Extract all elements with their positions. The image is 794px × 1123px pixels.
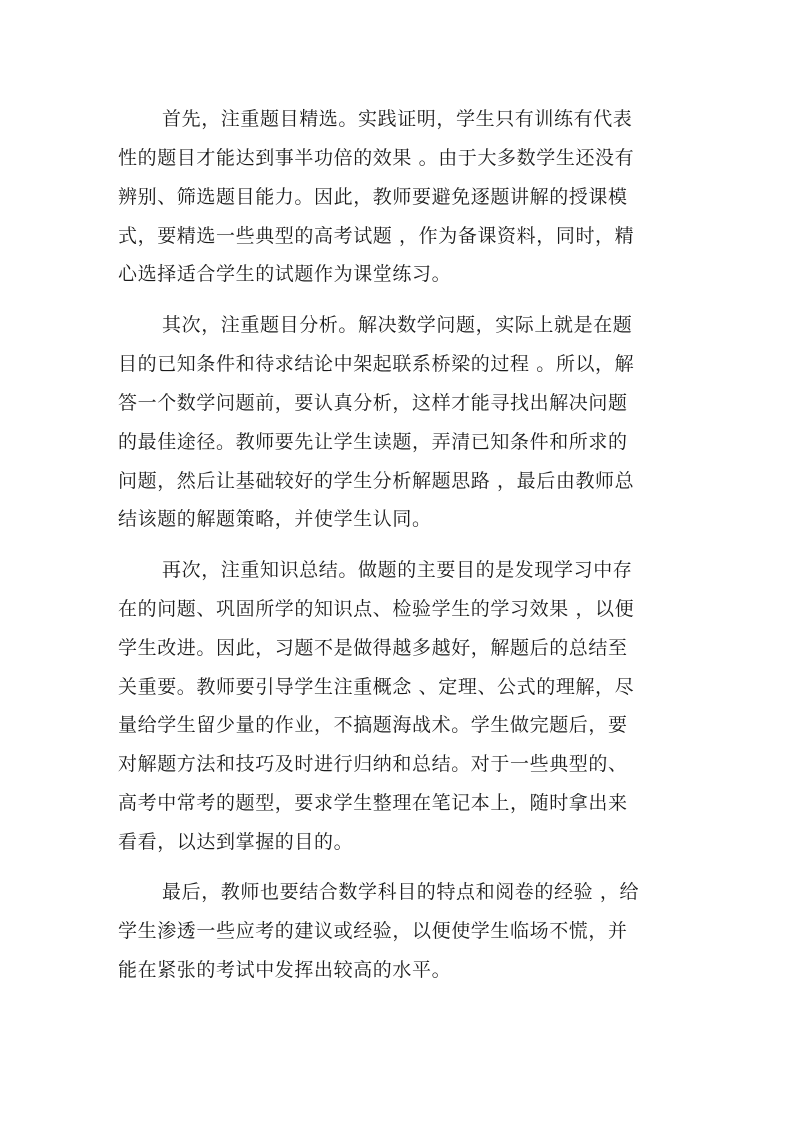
- text-line: 学生渗透一些应考的建议或经验，以便使学生临场不慌，并: [118, 920, 628, 942]
- text-line: 性的题目才能达到事半功倍的效果 。由于大多数学生还没有: [118, 147, 635, 169]
- text-line: 目的已知条件和待求结论中架起联系桥梁的过程 。所以，解: [118, 353, 635, 375]
- text-line: 结该题的解题策略，并使学生认同。: [118, 508, 432, 530]
- text-line: 的最佳途径。教师要先让学生读题，弄清已知条件和所求的: [118, 431, 628, 453]
- text-line: 看看，以达到掌握的目的。: [118, 831, 354, 853]
- text-line: 最后，教师也要结合数学科目的特点和阅卷的经验 ，给: [162, 881, 640, 903]
- text-line: 问题，然后让基础较好的学生分析解题思路 ，最后由教师总: [118, 470, 635, 492]
- text-line: 能在紧张的考试中发挥出较高的水平。: [118, 959, 452, 981]
- text-line: 首先，注重题目精选。实践证明，学生只有训练有代表: [162, 108, 633, 130]
- text-line: 量给学生留少量的作业，不搞题海战术。学生做完题后，要: [118, 714, 628, 736]
- text-line: 其次，注重题目分析。解决数学问题，实际上就是在题: [162, 314, 633, 336]
- text-line: 关重要。教师要引导学生注重概念 、定理、公式的理解，尽: [118, 676, 635, 698]
- text-line: 在的问题、巩固所学的知识点、检验学生的学习效果 ，以便: [118, 598, 635, 620]
- text-line: 式，要精选一些典型的高考试题 ，作为备课资料，同时，精: [118, 225, 635, 247]
- text-line: 答一个数学问题前，要认真分析，这样才能寻找出解决问题: [118, 392, 628, 414]
- text-line: 辨别、筛选题目能力。因此，教师要避免逐题讲解的授课模: [118, 186, 628, 208]
- text-line: 心选择适合学生的试题作为课堂练习。: [118, 263, 452, 285]
- text-line: 再次，注重知识总结。做题的主要目的是发现学习中存: [162, 559, 633, 581]
- text-line: 学生改进。因此，习题不是做得越多越好，解题后的总结至: [118, 637, 628, 659]
- text-line: 高考中常考的题型，要求学生整理在笔记本上，随时拿出来: [118, 792, 628, 814]
- text-line: 对解题方法和技巧及时进行归纳和总结。对于一些典型的、: [118, 753, 628, 775]
